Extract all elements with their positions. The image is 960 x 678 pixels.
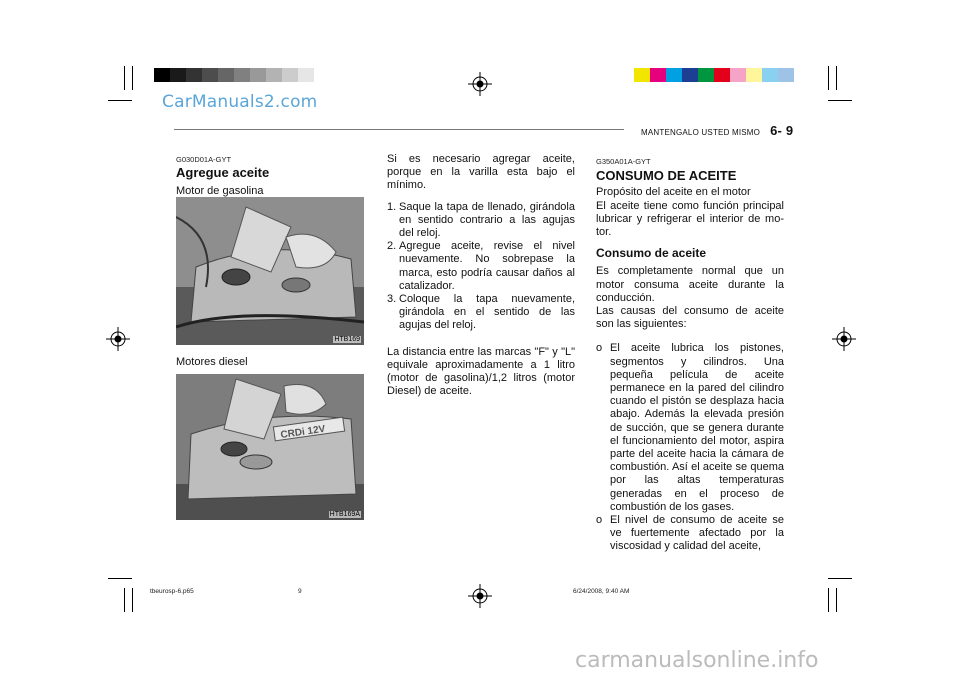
engine-photo-diesel xyxy=(176,374,364,520)
left-column xyxy=(176,155,366,198)
color-swatch xyxy=(746,68,762,82)
watermark-link[interactable]: CarManuals2.com xyxy=(162,92,318,112)
crop-mark xyxy=(836,66,837,90)
color-swatch xyxy=(154,68,170,82)
purpose-text: El aceite tiene como función principal lubricar y refrigerar el interior de mo-tor. xyxy=(596,199,784,239)
color-swatch xyxy=(170,68,186,82)
gray-color-bar xyxy=(154,68,314,82)
purpose-heading: Propósito del aceite en el motor xyxy=(596,186,751,199)
engine-gasoline-illustration xyxy=(176,197,364,345)
step-text: Agregue aceite, revise el nivel nuevamente. No sobrepase la marca, esto podría causar daños al catalizador. xyxy=(399,240,575,292)
registration-mark-icon xyxy=(832,327,856,351)
color-swatch xyxy=(282,68,298,82)
list-item xyxy=(387,201,575,241)
color-swatch xyxy=(698,68,714,82)
color-swatch xyxy=(218,68,234,82)
footer-page: 9 xyxy=(298,588,302,595)
cmyk-color-bar xyxy=(634,68,794,82)
step-text: Saque la tapa de llenado, girándola en sentido contrario a las agujas del reloj. xyxy=(399,200,575,240)
consumption-paragraph: Es completamente normal que un motor consuma aceite durante la conducción. xyxy=(596,265,784,304)
crop-mark xyxy=(108,578,132,579)
crop-mark xyxy=(132,66,133,90)
list-item xyxy=(387,240,575,293)
right-column xyxy=(596,155,784,554)
color-swatch xyxy=(778,68,794,82)
color-swatch xyxy=(762,68,778,82)
middle-column xyxy=(387,153,575,398)
registration-mark-icon xyxy=(106,327,130,351)
intro-paragraph: Si es necesario agregar aceite, porque en la varilla esta bajo el mínimo. xyxy=(387,153,575,192)
color-swatch xyxy=(298,68,314,82)
bullet-text: El nivel de consumo de aceite se ve fuertemente afectado por la viscosidad y calidad del aceite, xyxy=(610,514,784,553)
image-label: HTB169A xyxy=(329,511,360,518)
subheading-diesel: Motores diesel xyxy=(176,356,248,368)
bullet-mark: o xyxy=(596,514,603,527)
crop-mark xyxy=(836,588,837,612)
header-rule xyxy=(174,129,624,130)
color-swatch xyxy=(730,68,746,82)
crop-mark xyxy=(124,588,125,612)
list-item xyxy=(387,293,575,333)
causes-paragraph: Las causas del consumo de aceite son las siguientes: xyxy=(596,305,784,331)
color-swatch xyxy=(266,68,282,82)
subheading-consumption: Consumo de aceite xyxy=(596,246,707,261)
crop-mark xyxy=(828,578,852,579)
footer-date: 6/24/2008, 9:40 AM xyxy=(573,588,630,595)
crop-mark xyxy=(828,66,829,90)
section-title: MANTENGALO USTED MISMO xyxy=(641,128,761,137)
footer-file: tbeurosp-6.p65 xyxy=(150,588,194,595)
color-swatch xyxy=(666,68,682,82)
crop-mark xyxy=(132,588,133,612)
site-credit: carmanualsonline.info xyxy=(575,648,819,673)
subheading-gasoline: Motor de gasolina xyxy=(176,185,264,197)
section-code: G030D01A-GYT xyxy=(176,155,232,164)
note-paragraph: La distancia entre las marcas "F" y "L" equivale aproximadamente a 1 litro (motor de gasolina)/1,2 litros (motor Diesel) de aceite. xyxy=(387,345,575,398)
crop-mark xyxy=(124,66,125,90)
bullet-mark: o xyxy=(596,342,603,355)
color-swatch xyxy=(634,68,650,82)
bullet-text: El aceite lubrica los pistones, segmentos y cilindros. Una pequeña película de aceite permanece en la pared del cilindro cuando el pistón se desplaza hacia abajo. Además la elevada presión de succión, que se genera durante el funcionamiento del motor, aspira parte del aceite hacia la cámara de combustión. Así el aceite se quema por las altas temperaturas generadas en el proceso de combustión de los gases. xyxy=(610,342,784,513)
step-number: 1. xyxy=(387,200,397,213)
page-number: 6- 9 xyxy=(770,123,794,138)
color-swatch xyxy=(650,68,666,82)
engine-diesel-illustration xyxy=(176,374,364,520)
step-number: 2. xyxy=(387,240,397,253)
engine-photo-gasoline xyxy=(176,197,364,345)
image-label: HTB169 xyxy=(334,336,360,343)
registration-mark-icon xyxy=(468,584,492,608)
color-swatch xyxy=(186,68,202,82)
crop-mark xyxy=(828,588,829,612)
registration-mark-icon xyxy=(468,72,492,96)
list-item xyxy=(596,342,784,514)
section-title-add-oil: Agregue aceite xyxy=(176,165,270,180)
color-swatch xyxy=(714,68,730,82)
step-number: 3. xyxy=(387,293,397,306)
color-swatch xyxy=(682,68,698,82)
crop-mark xyxy=(828,100,852,101)
crop-mark xyxy=(108,100,132,101)
color-swatch xyxy=(250,68,266,82)
color-swatch xyxy=(234,68,250,82)
step-text: Coloque la tapa nuevamente, girándola en el sentido de las agujas del reloj. xyxy=(399,293,575,332)
engine-badge-text: CRDi 12V xyxy=(279,423,326,441)
list-item xyxy=(596,514,784,554)
page-header xyxy=(641,123,793,138)
section-title-oil-consumption: CONSUMO DE ACEITE xyxy=(596,168,737,184)
section-code: G350A01A-GYT xyxy=(596,157,651,166)
color-swatch xyxy=(202,68,218,82)
